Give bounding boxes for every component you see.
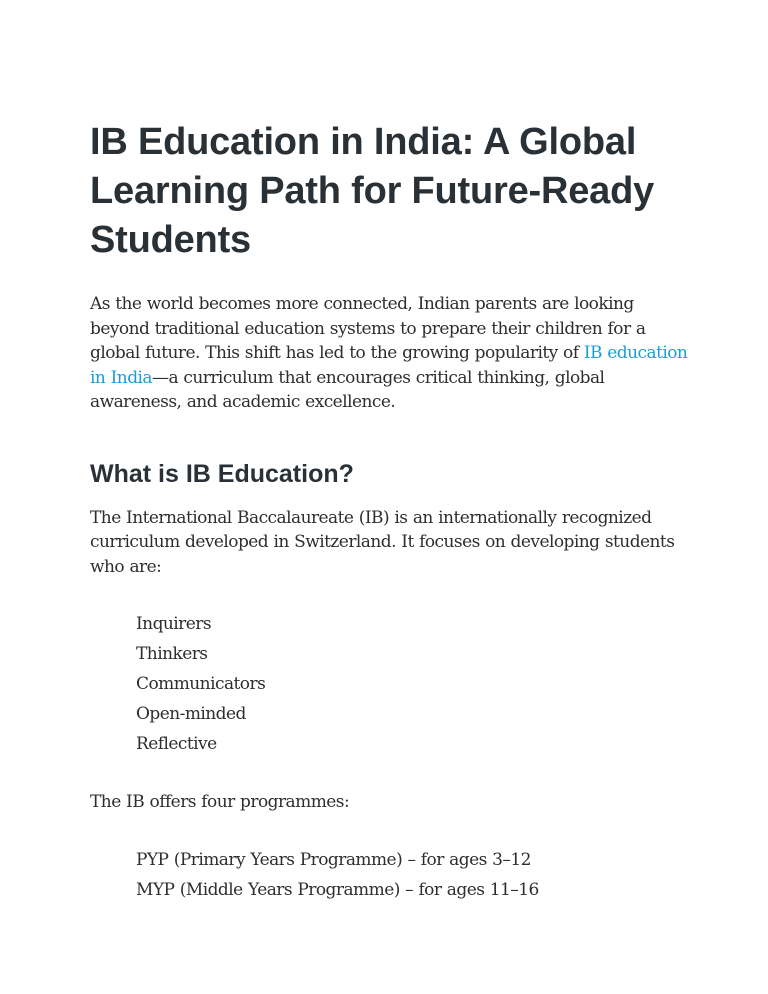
programmes-intro-paragraph: The IB offers four programmes: xyxy=(90,792,350,812)
list-item: PYP (Primary Years Programme) – for ages 3–12 xyxy=(136,849,531,870)
list-item: Open-minded xyxy=(136,704,246,724)
intro-paragraph xyxy=(90,292,690,415)
list-item: Thinkers xyxy=(136,644,208,664)
list-item: Inquirers xyxy=(136,614,212,634)
ib-education-link[interactable]: IB education in India xyxy=(90,343,688,388)
learner-qualities-list xyxy=(90,609,690,759)
section-heading-what-is-ib: What is IB Education? xyxy=(90,459,354,488)
intro-text-before-link: As the world becomes more connected, Indian parents are looking beyond traditional education systems to prepare their children for a global future. This shift has led to the growing popularity of xyxy=(90,294,646,363)
document-page xyxy=(90,118,690,905)
list-item: MYP (Middle Years Programme) – for ages 11–16 xyxy=(136,879,539,900)
programmes-list xyxy=(90,845,690,905)
article-title: IB Education in India: A Global Learning Path for Future-Ready Students xyxy=(90,121,655,261)
list-item: Reflective xyxy=(136,734,217,754)
list-item: Communicators xyxy=(136,674,266,694)
intro-text-after-link: —a curriculum that encourages critical thinking, global awareness, and academic excellence. xyxy=(90,367,605,412)
ib-description-paragraph: The International Baccalaureate (IB) is an internationally recognized curriculum developed in Switzerland. It focuses on developing students who are: xyxy=(90,507,675,577)
